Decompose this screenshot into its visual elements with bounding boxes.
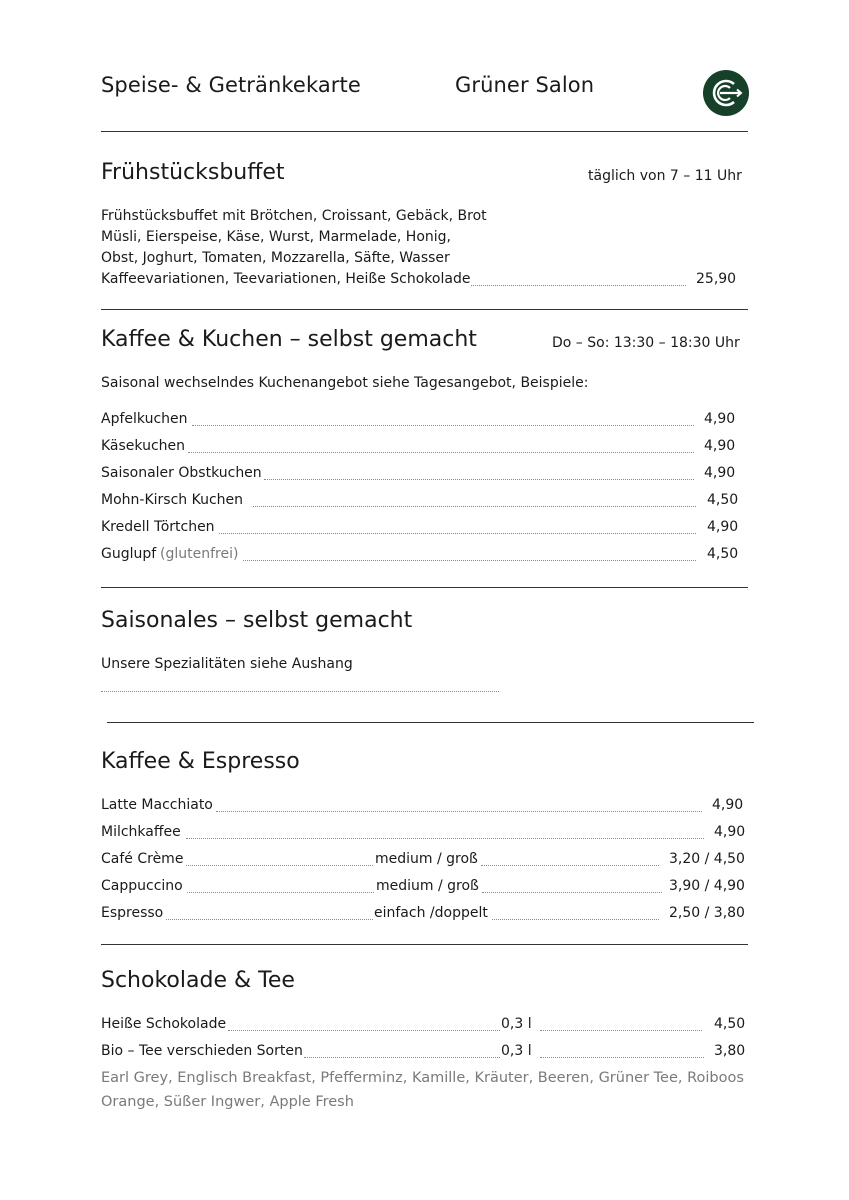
menu-title: Speise- & Getränkekarte [101, 73, 361, 97]
fruehstueck-line: Frühstücksbuffet mit Brötchen, Croissant, Gebäck, Brot [101, 208, 487, 224]
menu-item-name: Käsekuchen [101, 438, 186, 454]
leader-dots [540, 1030, 702, 1031]
tea-sorts-line: Orange, Süßer Ingwer, Apple Fresh [101, 1094, 354, 1110]
cafe-logo [703, 70, 749, 116]
menu-item-name: Mohn-Kirsch Kuchen [101, 492, 243, 508]
menu-item-size: 0,3 l [501, 1043, 532, 1059]
divider [101, 587, 748, 588]
leader-dots [264, 479, 694, 480]
menu-item-name: Cappuccino [101, 878, 183, 894]
menu-item-name: Saisonaler Obstkuchen [101, 465, 262, 481]
leader-dots [471, 285, 686, 286]
fruehstueck-line: Obst, Joghurt, Tomaten, Mozzarella, Säfte, Wasser [101, 250, 450, 266]
menu-item-name: Milchkaffee [101, 824, 181, 840]
menu-item-name: Guglupf [101, 546, 157, 562]
leader-dots [216, 811, 702, 812]
menu-item-price: 4,50 [714, 1016, 746, 1032]
divider [107, 722, 754, 723]
menu-item-price: 4,90 [704, 465, 736, 481]
tea-sorts-line: Earl Grey, Englisch Breakfast, Pfefferminz, Kamille, Kräuter, Beeren, Grüner Tee, Roiboos [101, 1070, 744, 1086]
leader-dots [540, 1057, 704, 1058]
leader-dots [187, 892, 374, 893]
menu-item-price: 4,50 [707, 492, 739, 508]
menu-item-size: medium / groß [375, 851, 478, 867]
fruehstueck-hours: täglich von 7 – 11 Uhr [588, 168, 742, 184]
leader-dots [304, 1057, 500, 1058]
leader-dots [186, 838, 704, 839]
menu-item-price: 4,90 [712, 797, 744, 813]
menu-item-size: einfach /doppelt [374, 905, 488, 921]
leader-dots [253, 506, 696, 507]
leader-dots [166, 919, 373, 920]
menu-item-name: Heiße Schokolade [101, 1016, 227, 1032]
menu-item-price: 4,90 [707, 519, 739, 535]
leader-dots [219, 533, 696, 534]
menu-item-name: Bio – Tee verschieden Sorten [101, 1043, 303, 1059]
leader-dots [101, 691, 499, 692]
menu-item-price: 4,50 [707, 546, 739, 562]
menu-item-name: Latte Macchiato [101, 797, 213, 813]
section-title-tee: Schokolade & Tee [101, 968, 295, 993]
divider [101, 131, 748, 132]
leader-dots [188, 452, 694, 453]
section-title-kuchen: Kaffee & Kuchen – selbst gemacht [101, 327, 477, 352]
fruehstueck-line: Kaffeevariationen, Teevariationen, Heiße Schokolade [101, 271, 471, 287]
fruehstueck-line: Müsli, Eierspeise, Käse, Wurst, Marmelade, Honig, [101, 229, 451, 245]
leader-dots [482, 892, 662, 893]
menu-item-size: 0,3 l [501, 1016, 532, 1032]
menu-item-name: Café Crème [101, 851, 184, 867]
menu-item-price: 3,20 / 4,50 [669, 851, 745, 867]
section-title-saisonales: Saisonales – selbst gemacht [101, 608, 413, 633]
fruehstueck-price: 25,90 [696, 271, 737, 287]
menu-item-price: 4,90 [704, 411, 736, 427]
cup-logo-icon [703, 70, 749, 116]
leader-dots [492, 919, 659, 920]
kuchen-intro: Saisonal wechselndes Kuchenangebot siehe Tagesangebot, Beispiele: [101, 375, 589, 391]
saisonales-text: Unsere Spezialitäten siehe Aushang [101, 656, 353, 672]
menu-item-note: (glutenfrei) [160, 546, 239, 562]
menu-item-price: 4,90 [704, 438, 736, 454]
divider [101, 944, 748, 945]
menu-item-size: medium / groß [376, 878, 479, 894]
leader-dots [243, 560, 696, 561]
leader-dots [481, 865, 659, 866]
menu-item-name: Kredell Törtchen [101, 519, 215, 535]
leader-dots [192, 425, 694, 426]
divider [101, 309, 748, 310]
menu-item-price: 4,90 [714, 824, 746, 840]
menu-item-price: 2,50 / 3,80 [669, 905, 745, 921]
menu-item-name: Espresso [101, 905, 164, 921]
section-title-fruehstueck: Frühstücksbuffet [101, 160, 285, 185]
menu-item-price: 3,80 [714, 1043, 746, 1059]
leader-dots [228, 1030, 500, 1031]
menu-item-price: 3,90 / 4,90 [669, 878, 745, 894]
kuchen-hours: Do – So: 13:30 – 18:30 Uhr [552, 335, 740, 351]
section-title-kaffee: Kaffee & Espresso [101, 749, 300, 774]
menu-item-name: Apfelkuchen [101, 411, 188, 427]
leader-dots [186, 865, 373, 866]
venue-name: Grüner Salon [455, 73, 595, 97]
